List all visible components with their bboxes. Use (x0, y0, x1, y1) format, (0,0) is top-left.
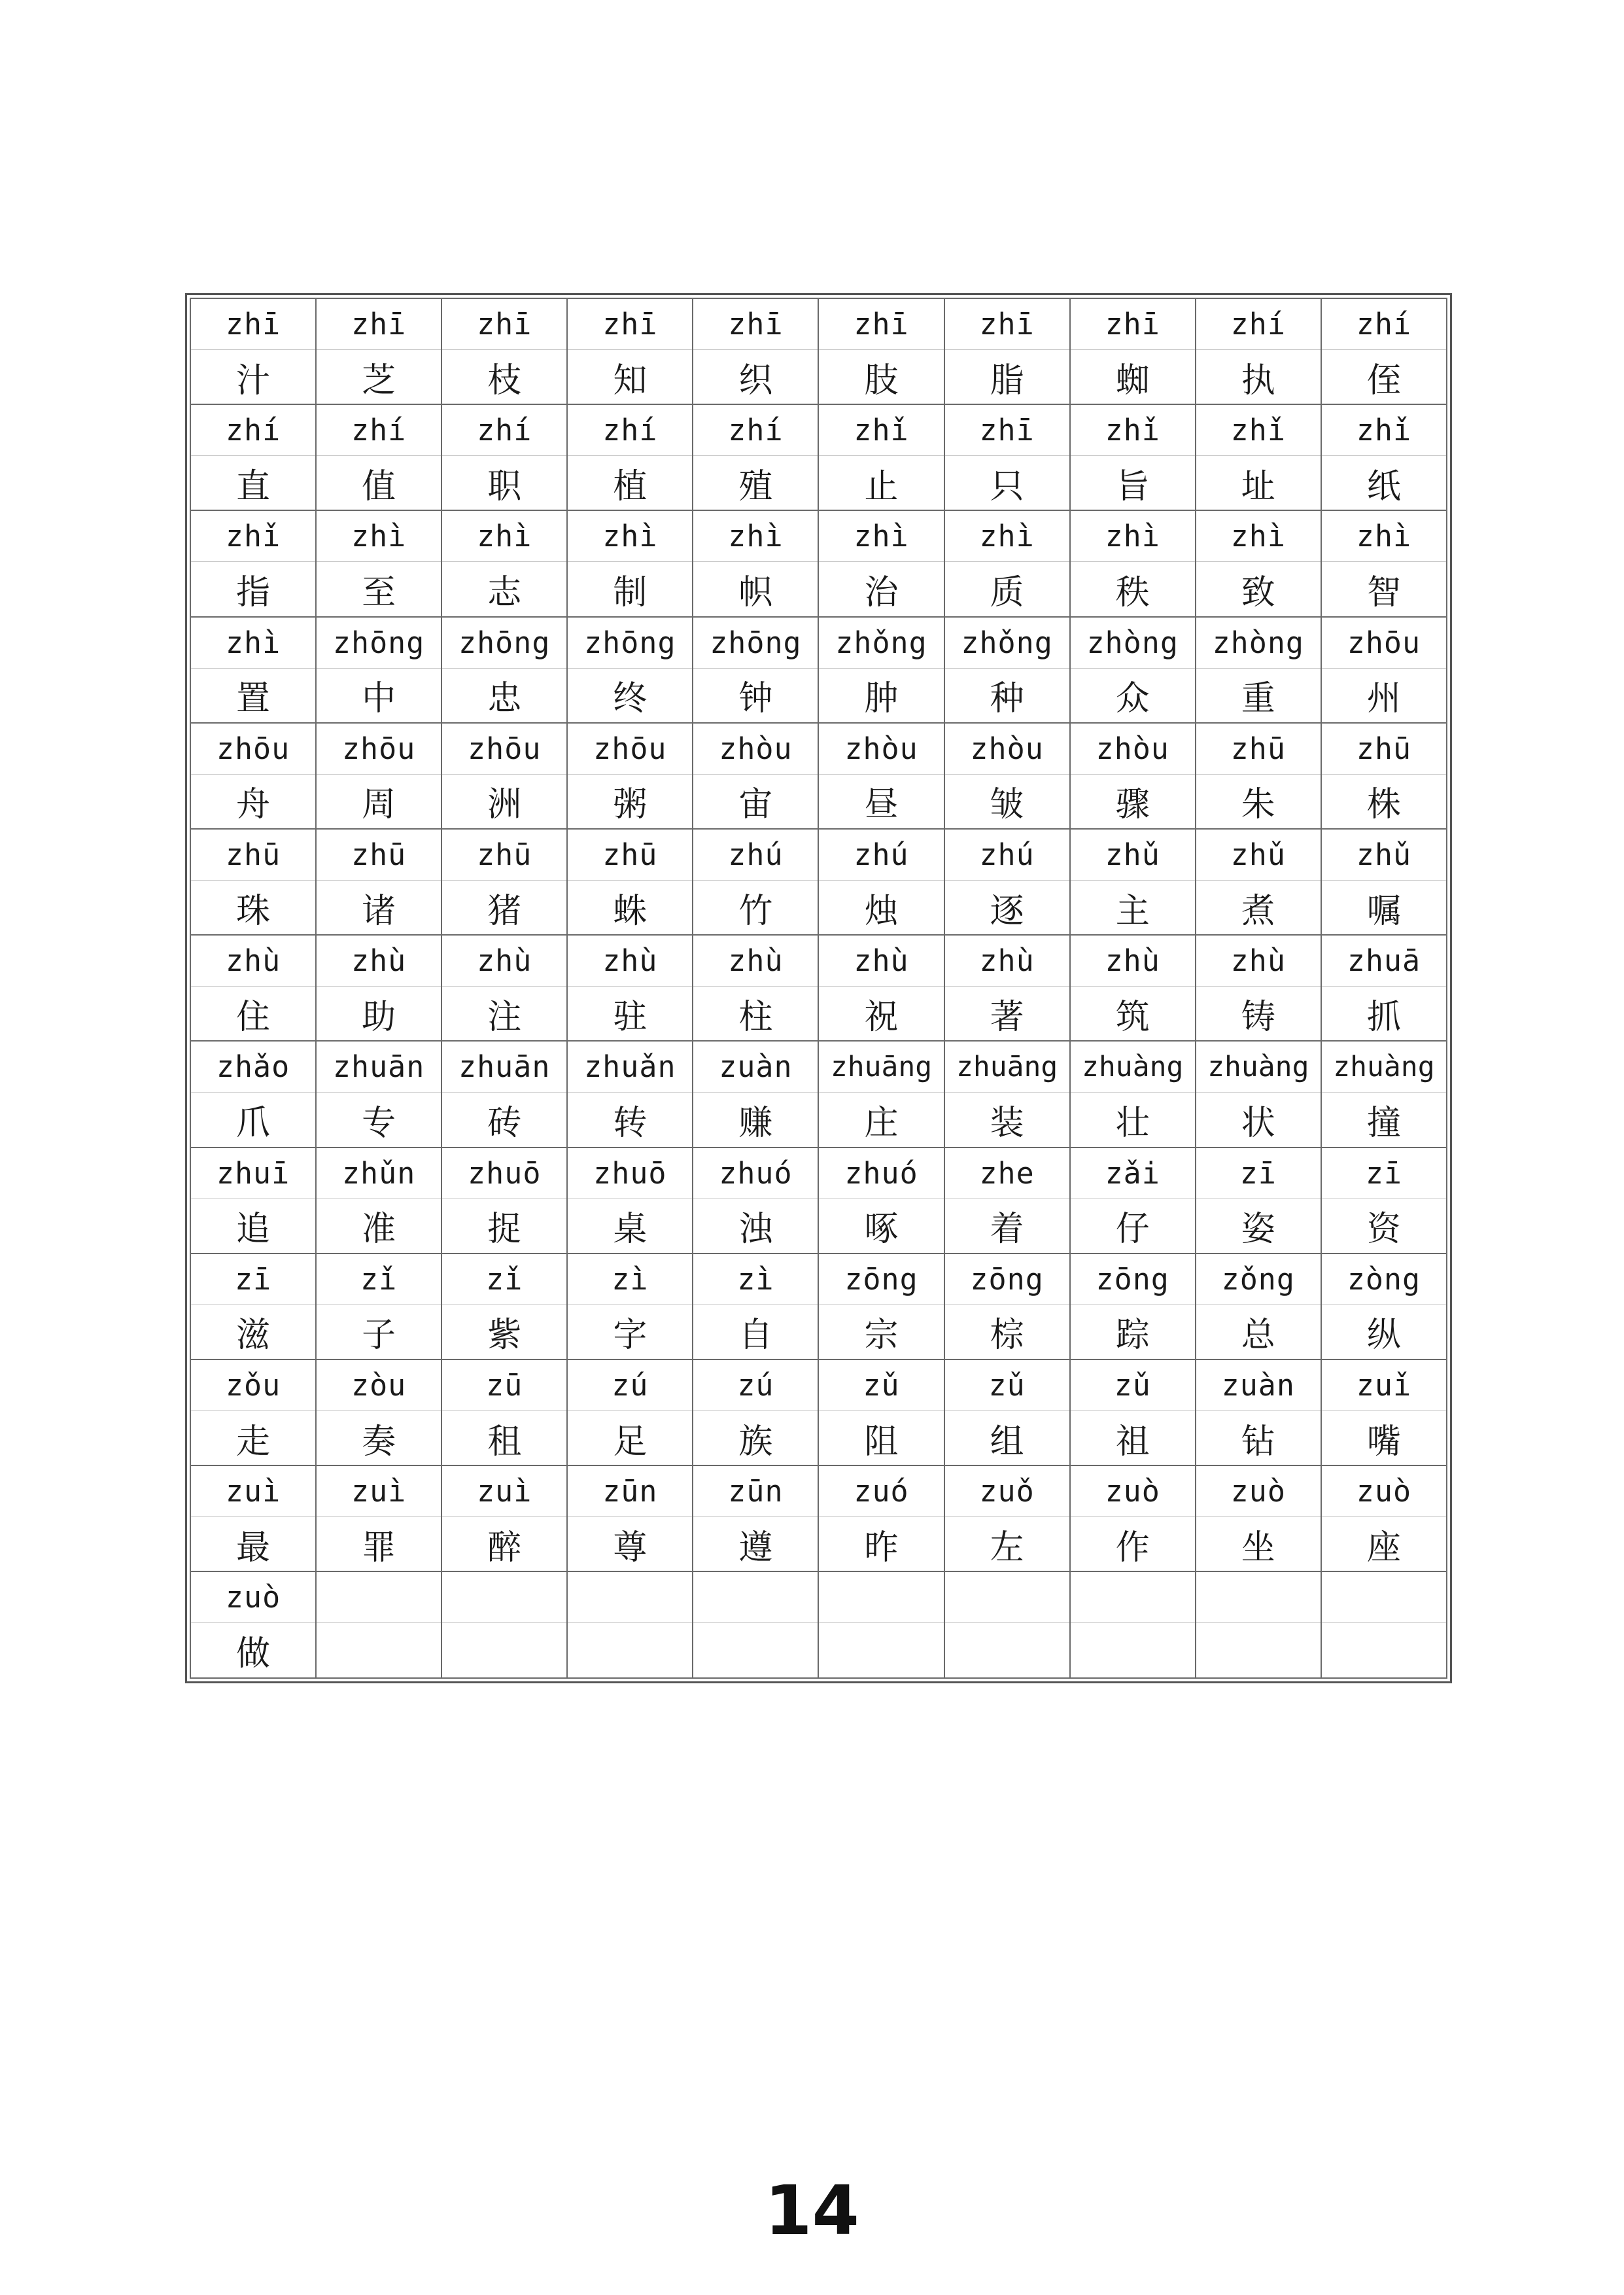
pinyin-cell: zhí (1196, 298, 1321, 349)
hanzi-cell: 直 (190, 456, 316, 511)
hanzi-cell: 祖 (1070, 1411, 1196, 1466)
pinyin-cell: zōng (818, 1253, 944, 1305)
hanzi-cell: 中 (316, 668, 441, 723)
pinyin-cell: zǔ (1070, 1359, 1196, 1410)
pinyin-cell: zhī (190, 298, 316, 349)
hanzi-cell: 赚 (693, 1093, 818, 1148)
pinyin-cell: zhī (944, 298, 1070, 349)
hanzi-cell: 州 (1321, 668, 1447, 723)
pinyin-cell: zhī (818, 298, 944, 349)
pinyin-cell: zhì (316, 510, 441, 561)
hanzi-cell: 宗 (818, 1305, 944, 1359)
pinyin-cell: zuàn (1196, 1359, 1321, 1410)
pinyin-cell: zhǐ (1321, 404, 1447, 455)
pinyin-cell: zhòu (818, 723, 944, 774)
hanzi-cell: 作 (1070, 1517, 1196, 1572)
hanzi-cell: 滋 (190, 1305, 316, 1359)
hanzi-cell: 罪 (316, 1517, 441, 1572)
hanzi-cell: 智 (1321, 562, 1447, 617)
pinyin-cell: zhǐ (818, 404, 944, 455)
hanzi-cell: 忠 (441, 668, 567, 723)
pinyin-cell: zhuāng (944, 1041, 1070, 1092)
hanzi-cell: 铸 (1196, 987, 1321, 1042)
pinyin-cell: zhì (693, 510, 818, 561)
hanzi-cell: 纸 (1321, 456, 1447, 511)
pinyin-cell: zhù (944, 935, 1070, 986)
hanzi-cell: 走 (190, 1411, 316, 1466)
hanzi-cell: 嘴 (1321, 1411, 1447, 1466)
pinyin-cell: zhī (567, 298, 693, 349)
hanzi-cell: 座 (1321, 1517, 1447, 1572)
hanzi-cell: 朱 (1196, 774, 1321, 829)
pinyin-cell: zhī (316, 298, 441, 349)
pinyin-cell: zhù (818, 935, 944, 986)
hanzi-cell: 桌 (567, 1199, 693, 1253)
hanzi-cell: 值 (316, 456, 441, 511)
hanzi-cell: 烛 (818, 880, 944, 935)
pinyin-cell: zhù (693, 935, 818, 986)
pinyin-cell: zǔ (818, 1359, 944, 1410)
pinyin-cell: zhǒng (818, 617, 944, 668)
hanzi-cell: 种 (944, 668, 1070, 723)
pinyin-cell: zhuàng (1321, 1041, 1447, 1092)
hanzi-cell: 助 (316, 987, 441, 1042)
hanzi-cell: 撞 (1321, 1093, 1447, 1148)
pinyin-cell: zuǐ (1321, 1359, 1447, 1410)
hanzi-cell: 址 (1196, 456, 1321, 511)
pinyin-cell: zhí (567, 404, 693, 455)
pinyin-cell: zī (1321, 1148, 1447, 1199)
hanzi-cell: 祝 (818, 987, 944, 1042)
pinyin-cell: zhòu (1070, 723, 1196, 774)
page-number: 14 (765, 2171, 859, 2251)
pinyin-row (190, 723, 1447, 774)
hanzi-cell: 株 (1321, 774, 1447, 829)
hanzi-cell: 著 (944, 987, 1070, 1042)
hanzi-cell: 最 (190, 1517, 316, 1572)
pinyin-cell: zhǐ (190, 510, 316, 561)
hanzi-cell: 追 (190, 1199, 316, 1253)
pinyin-cell: zhí (693, 404, 818, 455)
pinyin-cell: zǒng (1196, 1253, 1321, 1305)
pinyin-cell: zhū (316, 829, 441, 880)
hanzi-cell: 诸 (316, 880, 441, 935)
hanzi-cell: 旨 (1070, 456, 1196, 511)
pinyin-cell: zhǎo (190, 1041, 316, 1092)
pinyin-cell: zuì (441, 1465, 567, 1516)
pinyin-cell: zhòng (1196, 617, 1321, 668)
pinyin-cell: zūn (567, 1465, 693, 1516)
pinyin-row (190, 935, 1447, 986)
hanzi-cell: 奏 (316, 1411, 441, 1466)
hanzi-cell: 着 (944, 1199, 1070, 1253)
pinyin-cell: zhí (1321, 298, 1447, 349)
hanzi-cell: 爪 (190, 1093, 316, 1148)
pinyin-row (190, 617, 1447, 668)
pinyin-cell: zǐ (316, 1253, 441, 1305)
pinyin-cell: zī (1196, 1148, 1321, 1199)
hanzi-cell: 砖 (441, 1093, 567, 1148)
hanzi-cell: 舟 (190, 774, 316, 829)
pinyin-cell: zhuó (818, 1148, 944, 1199)
hanzi-cell: 蛛 (567, 880, 693, 935)
hanzi-row (190, 1411, 1447, 1466)
hanzi-cell (567, 1623, 693, 1678)
pinyin-cell: zhú (818, 829, 944, 880)
pinyin-cell: zhǐ (1196, 404, 1321, 455)
pinyin-cell: zhǔ (1321, 829, 1447, 880)
pinyin-cell: zhōng (693, 617, 818, 668)
pinyin-cell: zú (693, 1359, 818, 1410)
pinyin-cell: zǐ (441, 1253, 567, 1305)
hanzi-cell: 资 (1321, 1199, 1447, 1253)
pinyin-row (190, 829, 1447, 880)
pinyin-cell: zhuàng (1196, 1041, 1321, 1092)
pinyin-cell: zhōu (567, 723, 693, 774)
pinyin-cell: zhì (567, 510, 693, 561)
pinyin-cell: zì (567, 1253, 693, 1305)
pinyin-cell: zhòu (944, 723, 1070, 774)
pinyin-cell: zǎi (1070, 1148, 1196, 1199)
hanzi-cell: 逐 (944, 880, 1070, 935)
pinyin-cell: zuàn (693, 1041, 818, 1092)
hanzi-cell: 纵 (1321, 1305, 1447, 1359)
pinyin-cell: zū (441, 1359, 567, 1410)
hanzi-cell: 紫 (441, 1305, 567, 1359)
pinyin-cell (1321, 1571, 1447, 1622)
pinyin-cell: zhí (316, 404, 441, 455)
hanzi-cell: 尊 (567, 1517, 693, 1572)
hanzi-cell: 致 (1196, 562, 1321, 617)
hanzi-cell: 组 (944, 1411, 1070, 1466)
pinyin-cell (693, 1571, 818, 1622)
hanzi-cell: 筑 (1070, 987, 1196, 1042)
pinyin-cell: zhōu (1321, 617, 1447, 668)
pinyin-cell: zhòu (693, 723, 818, 774)
hanzi-cell: 啄 (818, 1199, 944, 1253)
hanzi-cell: 肢 (818, 349, 944, 404)
hanzi-cell: 钟 (693, 668, 818, 723)
pinyin-cell: zhǒng (944, 617, 1070, 668)
hanzi-cell: 蜘 (1070, 349, 1196, 404)
hanzi-cell: 粥 (567, 774, 693, 829)
pinyin-cell: zhū (567, 829, 693, 880)
hanzi-cell: 钻 (1196, 1411, 1321, 1466)
pinyin-cell: zhǔ (1196, 829, 1321, 880)
hanzi-cell: 止 (818, 456, 944, 511)
pinyin-cell: zhū (1196, 723, 1321, 774)
pinyin-cell: zhōng (316, 617, 441, 668)
hanzi-cell: 骤 (1070, 774, 1196, 829)
hanzi-cell: 置 (190, 668, 316, 723)
hanzi-cell: 织 (693, 349, 818, 404)
pinyin-cell: zuò (190, 1571, 316, 1622)
hanzi-cell: 足 (567, 1411, 693, 1466)
pinyin-character-table (185, 293, 1452, 1683)
hanzi-cell: 踪 (1070, 1305, 1196, 1359)
hanzi-cell: 猪 (441, 880, 567, 935)
pinyin-cell: zhuān (316, 1041, 441, 1092)
hanzi-cell: 总 (1196, 1305, 1321, 1359)
pinyin-cell: zhuó (693, 1148, 818, 1199)
hanzi-cell: 宙 (693, 774, 818, 829)
hanzi-cell: 肿 (818, 668, 944, 723)
pinyin-cell: zhǐ (1070, 404, 1196, 455)
hanzi-cell: 左 (944, 1517, 1070, 1572)
pinyin-cell: zhì (1321, 510, 1447, 561)
pinyin-cell: zhù (567, 935, 693, 986)
hanzi-cell: 醉 (441, 1517, 567, 1572)
hanzi-cell (441, 1623, 567, 1678)
pinyin-cell (1070, 1571, 1196, 1622)
hanzi-cell: 指 (190, 562, 316, 617)
pinyin-cell: zhuā (1321, 935, 1447, 986)
pinyin-cell: zhù (441, 935, 567, 986)
hanzi-cell: 终 (567, 668, 693, 723)
pinyin-cell: zhù (1070, 935, 1196, 986)
hanzi-cell (818, 1623, 944, 1678)
pinyin-cell (441, 1571, 567, 1622)
hanzi-cell: 仔 (1070, 1199, 1196, 1253)
hanzi-cell: 知 (567, 349, 693, 404)
pinyin-row (190, 1465, 1447, 1516)
pinyin-cell: zǒu (190, 1359, 316, 1410)
hanzi-cell: 专 (316, 1093, 441, 1148)
pinyin-cell: zhū (190, 829, 316, 880)
hanzi-cell: 嘱 (1321, 880, 1447, 935)
hanzi-cell: 志 (441, 562, 567, 617)
pinyin-cell (567, 1571, 693, 1622)
hanzi-cell: 做 (190, 1623, 316, 1678)
pinyin-row (190, 1041, 1447, 1092)
hanzi-cell: 庄 (818, 1093, 944, 1148)
pinyin-cell: zōng (944, 1253, 1070, 1305)
pinyin-cell: zuò (1321, 1465, 1447, 1516)
hanzi-cell: 驻 (567, 987, 693, 1042)
hanzi-cell: 族 (693, 1411, 818, 1466)
hanzi-cell: 侄 (1321, 349, 1447, 404)
pinyin-cell: zòng (1321, 1253, 1447, 1305)
hanzi-cell: 遵 (693, 1517, 818, 1572)
pinyin-cell: zhú (693, 829, 818, 880)
pinyin-cell: zhū (441, 829, 567, 880)
hanzi-cell: 租 (441, 1411, 567, 1466)
hanzi-cell: 注 (441, 987, 567, 1042)
hanzi-cell: 捉 (441, 1199, 567, 1253)
hanzi-row (190, 349, 1447, 404)
pinyin-cell: zuò (1070, 1465, 1196, 1516)
pinyin-cell: zhōng (567, 617, 693, 668)
hanzi-cell: 重 (1196, 668, 1321, 723)
pinyin-cell: zhuàng (1070, 1041, 1196, 1092)
hanzi-cell: 坐 (1196, 1517, 1321, 1572)
hanzi-cell: 姿 (1196, 1199, 1321, 1253)
pinyin-cell: zhǔ (1070, 829, 1196, 880)
hanzi-cell: 枝 (441, 349, 567, 404)
pinyin-cell: zhòng (1070, 617, 1196, 668)
pinyin-cell: zhù (316, 935, 441, 986)
pinyin-cell: zhī (441, 298, 567, 349)
hanzi-cell: 柱 (693, 987, 818, 1042)
hanzi-row (190, 1199, 1447, 1253)
hanzi-cell: 棕 (944, 1305, 1070, 1359)
hanzi-cell: 阻 (818, 1411, 944, 1466)
pinyin-cell: zuì (190, 1465, 316, 1516)
pinyin-cell: zhù (190, 935, 316, 986)
hanzi-cell: 昼 (818, 774, 944, 829)
hanzi-cell: 殖 (693, 456, 818, 511)
pinyin-cell: zhì (441, 510, 567, 561)
pinyin-row (190, 298, 1447, 349)
pinyin-cell: zhǔn (316, 1148, 441, 1199)
pinyin-cell (1196, 1571, 1321, 1622)
pinyin-row (190, 1148, 1447, 1199)
hanzi-cell: 职 (441, 456, 567, 511)
hanzi-cell: 至 (316, 562, 441, 617)
pinyin-cell: zhú (944, 829, 1070, 880)
pinyin-cell: zhì (190, 617, 316, 668)
hanzi-cell: 脂 (944, 349, 1070, 404)
pinyin-cell: zhī (693, 298, 818, 349)
pinyin-cell (316, 1571, 441, 1622)
pinyin-row (190, 1359, 1447, 1410)
hanzi-row (190, 774, 1447, 829)
pinyin-row (190, 1253, 1447, 1305)
hanzi-cell: 执 (1196, 349, 1321, 404)
pinyin-cell: zūn (693, 1465, 818, 1516)
hanzi-cell: 壮 (1070, 1093, 1196, 1148)
pinyin-cell: zhí (190, 404, 316, 455)
hanzi-row (190, 1305, 1447, 1359)
pinyin-cell: zī (190, 1253, 316, 1305)
pinyin-cell: zhī (1070, 298, 1196, 349)
pinyin-cell: zhōu (316, 723, 441, 774)
pinyin-cell: zuì (316, 1465, 441, 1516)
hanzi-cell: 芝 (316, 349, 441, 404)
hanzi-cell: 皱 (944, 774, 1070, 829)
hanzi-cell: 住 (190, 987, 316, 1042)
pinyin-cell: zhuǎn (567, 1041, 693, 1092)
pinyin-cell: zì (693, 1253, 818, 1305)
pinyin-cell: zuò (1196, 1465, 1321, 1516)
pinyin-cell: zhù (1196, 935, 1321, 986)
hanzi-cell: 汁 (190, 349, 316, 404)
hanzi-cell: 洲 (441, 774, 567, 829)
hanzi-cell: 众 (1070, 668, 1196, 723)
pinyin-cell: zhī (944, 404, 1070, 455)
pinyin-cell: zhuī (190, 1148, 316, 1199)
pinyin-cell: zhí (441, 404, 567, 455)
hanzi-cell (316, 1623, 441, 1678)
hanzi-cell: 主 (1070, 880, 1196, 935)
hanzi-cell: 帜 (693, 562, 818, 617)
character-grid (190, 298, 1447, 1679)
hanzi-cell: 质 (944, 562, 1070, 617)
pinyin-cell: zhì (944, 510, 1070, 561)
hanzi-row (190, 456, 1447, 511)
hanzi-row (190, 987, 1447, 1042)
hanzi-cell: 转 (567, 1093, 693, 1148)
pinyin-cell: zhū (1321, 723, 1447, 774)
pinyin-cell: zhōu (441, 723, 567, 774)
pinyin-cell: zhuō (567, 1148, 693, 1199)
hanzi-cell: 竹 (693, 880, 818, 935)
hanzi-cell: 字 (567, 1305, 693, 1359)
hanzi-cell: 制 (567, 562, 693, 617)
hanzi-row (190, 668, 1447, 723)
hanzi-row (190, 880, 1447, 935)
hanzi-cell: 抓 (1321, 987, 1447, 1042)
pinyin-cell: zhì (818, 510, 944, 561)
pinyin-cell: zōng (1070, 1253, 1196, 1305)
hanzi-cell: 自 (693, 1305, 818, 1359)
pinyin-cell: zú (567, 1359, 693, 1410)
pinyin-row (190, 510, 1447, 561)
pinyin-cell: zhuō (441, 1148, 567, 1199)
pinyin-cell: zhuāng (818, 1041, 944, 1092)
hanzi-row (190, 1517, 1447, 1572)
hanzi-cell: 浊 (693, 1199, 818, 1253)
pinyin-cell: zhōu (190, 723, 316, 774)
pinyin-cell: zhì (1070, 510, 1196, 561)
hanzi-cell: 秩 (1070, 562, 1196, 617)
hanzi-cell: 珠 (190, 880, 316, 935)
hanzi-cell (944, 1623, 1070, 1678)
hanzi-cell (1070, 1623, 1196, 1678)
hanzi-row (190, 562, 1447, 617)
hanzi-cell: 状 (1196, 1093, 1321, 1148)
hanzi-cell: 只 (944, 456, 1070, 511)
hanzi-cell: 周 (316, 774, 441, 829)
hanzi-cell (1321, 1623, 1447, 1678)
pinyin-cell: zòu (316, 1359, 441, 1410)
pinyin-row (190, 404, 1447, 455)
hanzi-cell: 准 (316, 1199, 441, 1253)
hanzi-cell: 昨 (818, 1517, 944, 1572)
hanzi-cell (1196, 1623, 1321, 1678)
pinyin-cell: zhōng (441, 617, 567, 668)
pinyin-cell (818, 1571, 944, 1622)
pinyin-cell: zuǒ (944, 1465, 1070, 1516)
pinyin-row (190, 1571, 1447, 1622)
hanzi-cell: 植 (567, 456, 693, 511)
hanzi-cell: 煮 (1196, 880, 1321, 935)
pinyin-cell: zǔ (944, 1359, 1070, 1410)
hanzi-cell: 治 (818, 562, 944, 617)
hanzi-cell (693, 1623, 818, 1678)
pinyin-cell (944, 1571, 1070, 1622)
pinyin-cell: zhuān (441, 1041, 567, 1092)
pinyin-cell: zhì (1196, 510, 1321, 561)
pinyin-cell: zhe (944, 1148, 1070, 1199)
hanzi-row (190, 1093, 1447, 1148)
hanzi-cell: 装 (944, 1093, 1070, 1148)
hanzi-cell: 子 (316, 1305, 441, 1359)
hanzi-row (190, 1623, 1447, 1678)
pinyin-cell: zuó (818, 1465, 944, 1516)
